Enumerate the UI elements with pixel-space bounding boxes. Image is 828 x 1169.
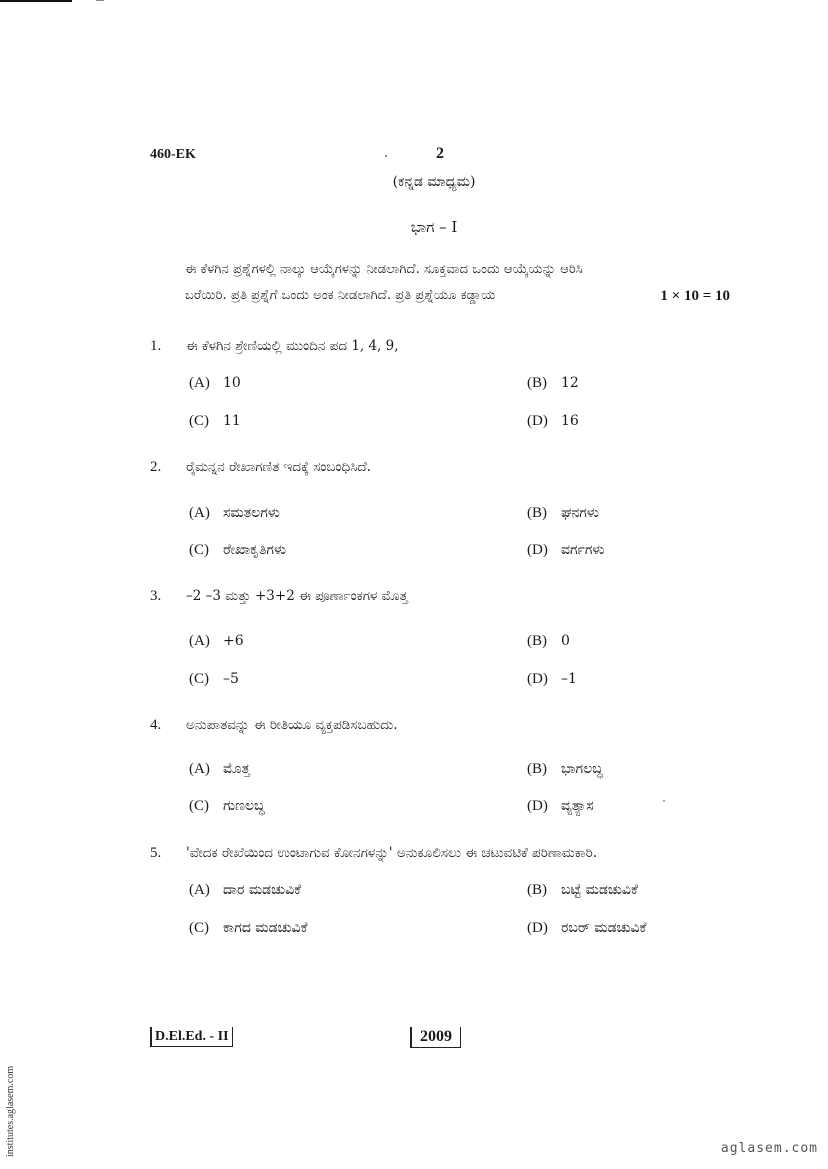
option-text: 12 bbox=[561, 375, 579, 391]
question-number: 2. bbox=[150, 459, 162, 475]
q4-option-a bbox=[189, 761, 250, 778]
scan-speck bbox=[663, 800, 665, 802]
option-text: ಮೊತ್ತ bbox=[223, 761, 251, 777]
instructions-text: ಬರೆಯಿರಿ. ಪ್ರತಿ ಪ್ರಶ್ನೆಗೆ ಒಂದು ಅಂಕ ನೀಡಲಾಗಿದೆ. ಪ್ರತಿ ಪ್ರಶ್ನೆಯೂ ಕಡ್ಡಾಯ bbox=[185, 288, 496, 303]
option-text: ಸಮತಲಗಳು bbox=[223, 505, 280, 521]
question-text: 'ವೇದಕ ರೇಖೆಯಿಂದ ಉಂಟಾಗುವ ಕೋನಗಳನ್ನು' ಅನುಕೂಲಿಸಲು ಈ ಚಟುವಟಿಕೆ ಪರಿಣಾಮಕಾರಿ. bbox=[186, 845, 597, 861]
q2-option-b bbox=[527, 505, 599, 522]
option-text: ಗುಣಲಬ್ಧ bbox=[223, 798, 265, 814]
option-label: (A) bbox=[189, 375, 210, 391]
top-mark bbox=[96, 0, 104, 1]
option-text: –1 bbox=[561, 671, 577, 687]
option-text: ಘನಗಳು bbox=[561, 505, 599, 521]
option-label: (B) bbox=[527, 761, 547, 777]
q5-option-c bbox=[189, 920, 307, 937]
question-number: 1. bbox=[150, 338, 162, 354]
q2-option-a bbox=[189, 505, 280, 522]
option-text: ವರ್ಗಗಳು bbox=[561, 542, 605, 558]
q3-option-a bbox=[189, 633, 244, 650]
corner-watermark: aglasem.com bbox=[720, 1141, 818, 1156]
q4-option-b bbox=[527, 761, 603, 778]
option-label: (C) bbox=[189, 671, 209, 687]
question-text: ರೈಮನ್ನನ ರೇಖಾಗಣಿತ ಇದಕ್ಕೆ ಸಂಬಂಧಿಸಿದೆ. bbox=[186, 459, 371, 475]
question-2 bbox=[150, 459, 371, 476]
q5-option-a bbox=[189, 882, 301, 899]
option-text: +6 bbox=[223, 633, 244, 649]
option-label: (D) bbox=[527, 798, 548, 814]
option-text: ಬಟ್ಟೆ ಮಡಚುವಿಕೆ bbox=[561, 882, 638, 898]
paper-code: 460-EK bbox=[150, 147, 196, 162]
year-label: 2009 bbox=[410, 1027, 461, 1048]
q3-option-d bbox=[527, 671, 577, 688]
option-label: (B) bbox=[527, 882, 547, 898]
q2-option-d bbox=[527, 542, 604, 559]
top-rule bbox=[0, 0, 72, 2]
instructions-line-2 bbox=[185, 288, 730, 305]
option-label: (B) bbox=[527, 633, 547, 649]
option-label: (C) bbox=[189, 920, 209, 936]
option-label: (C) bbox=[189, 798, 209, 814]
q3-option-c bbox=[189, 671, 239, 688]
option-label: (C) bbox=[189, 542, 209, 558]
option-text: ಭಾಗಲಬ್ಧ bbox=[561, 761, 603, 777]
q5-option-b bbox=[527, 882, 638, 899]
question-text: ಈ ಕೆಳಗಿನ ಶ್ರೇಣಿಯಲ್ಲಿ ಮುಂದಿನ ಪದ 1, 4, 9, bbox=[186, 338, 399, 354]
q4-option-d bbox=[527, 798, 594, 815]
question-number: 3. bbox=[150, 588, 162, 604]
option-label: (D) bbox=[527, 542, 548, 558]
option-text: 16 bbox=[561, 413, 579, 429]
option-label: (A) bbox=[189, 505, 210, 521]
option-label: (D) bbox=[527, 413, 548, 429]
q2-option-c bbox=[189, 542, 286, 559]
question-text: ಅನುಪಾತವನ್ನು ಈ ರೀತಿಯೂ ವ್ಯಕ್ತಪಡಿಸಬಹುದು. bbox=[186, 717, 398, 733]
option-text: ರೇಖಾಕೃತಿಗಳು bbox=[223, 542, 287, 558]
marks-allocation: 1 × 10 = 10 bbox=[660, 288, 730, 304]
option-label: (C) bbox=[189, 413, 209, 429]
question-4 bbox=[150, 717, 398, 734]
option-text: ವ್ಯತ್ಯಾಸ bbox=[561, 798, 594, 814]
question-5 bbox=[150, 845, 597, 862]
q4-option-c bbox=[189, 798, 265, 815]
option-label: (A) bbox=[189, 882, 210, 898]
page-number: 2 bbox=[436, 145, 444, 162]
option-label: (B) bbox=[527, 505, 547, 521]
q1-option-c bbox=[189, 413, 241, 430]
q1-option-d bbox=[527, 413, 579, 430]
option-label: (B) bbox=[527, 375, 547, 391]
side-watermark: institutes.aglasem.com bbox=[5, 1065, 16, 1157]
q5-option-d bbox=[527, 920, 646, 937]
question-3 bbox=[150, 588, 408, 605]
option-text: 11 bbox=[223, 413, 241, 429]
question-number: 4. bbox=[150, 717, 162, 733]
question-number: 5. bbox=[150, 845, 162, 861]
question-1 bbox=[150, 338, 399, 355]
course-label: D.El.Ed. - II bbox=[150, 1027, 233, 1047]
q1-option-b bbox=[527, 375, 579, 392]
option-label: (A) bbox=[189, 633, 210, 649]
instructions-line-1: ಈ ಕೆಳಗಿನ ಪ್ರಶ್ನೆಗಳಲ್ಲಿ ನಾಲ್ಕು ಆಯ್ಕೆಗಳನ್ನು ನೀಡಲಾಗಿದೆ. ಸೂಕ್ತವಾದ ಒಂದು ಆಯ್ಕೆಯನ್ನು ಆರಿಸಿ bbox=[185, 262, 583, 277]
option-label: (D) bbox=[527, 671, 548, 687]
scan-speck bbox=[385, 155, 387, 157]
q1-option-a bbox=[189, 375, 241, 392]
option-text: ದಾರ ಮಡಚುವಿಕೆ bbox=[223, 882, 301, 898]
option-label: (A) bbox=[189, 761, 210, 777]
option-text: 10 bbox=[223, 375, 241, 391]
medium-label: (ಕನ್ನಡ ಮಾಧ್ಯಮ) bbox=[392, 174, 476, 190]
option-text: –5 bbox=[223, 671, 239, 687]
question-text: –2 –3 ಮತ್ತು +3+2 ಈ ಪೂರ್ಣಾಂಕಗಳ ಮೊತ್ತ bbox=[186, 588, 408, 604]
q3-option-b bbox=[527, 633, 570, 650]
option-text: ಕಾಗದ ಮಡಚುವಿಕೆ bbox=[223, 920, 308, 936]
part-heading: ಭಾಗ – I bbox=[410, 218, 458, 236]
option-text: 0 bbox=[561, 633, 570, 649]
option-text: ರಬರ್ ಮಡಚುವಿಕೆ bbox=[561, 920, 647, 936]
option-label: (D) bbox=[527, 920, 548, 936]
